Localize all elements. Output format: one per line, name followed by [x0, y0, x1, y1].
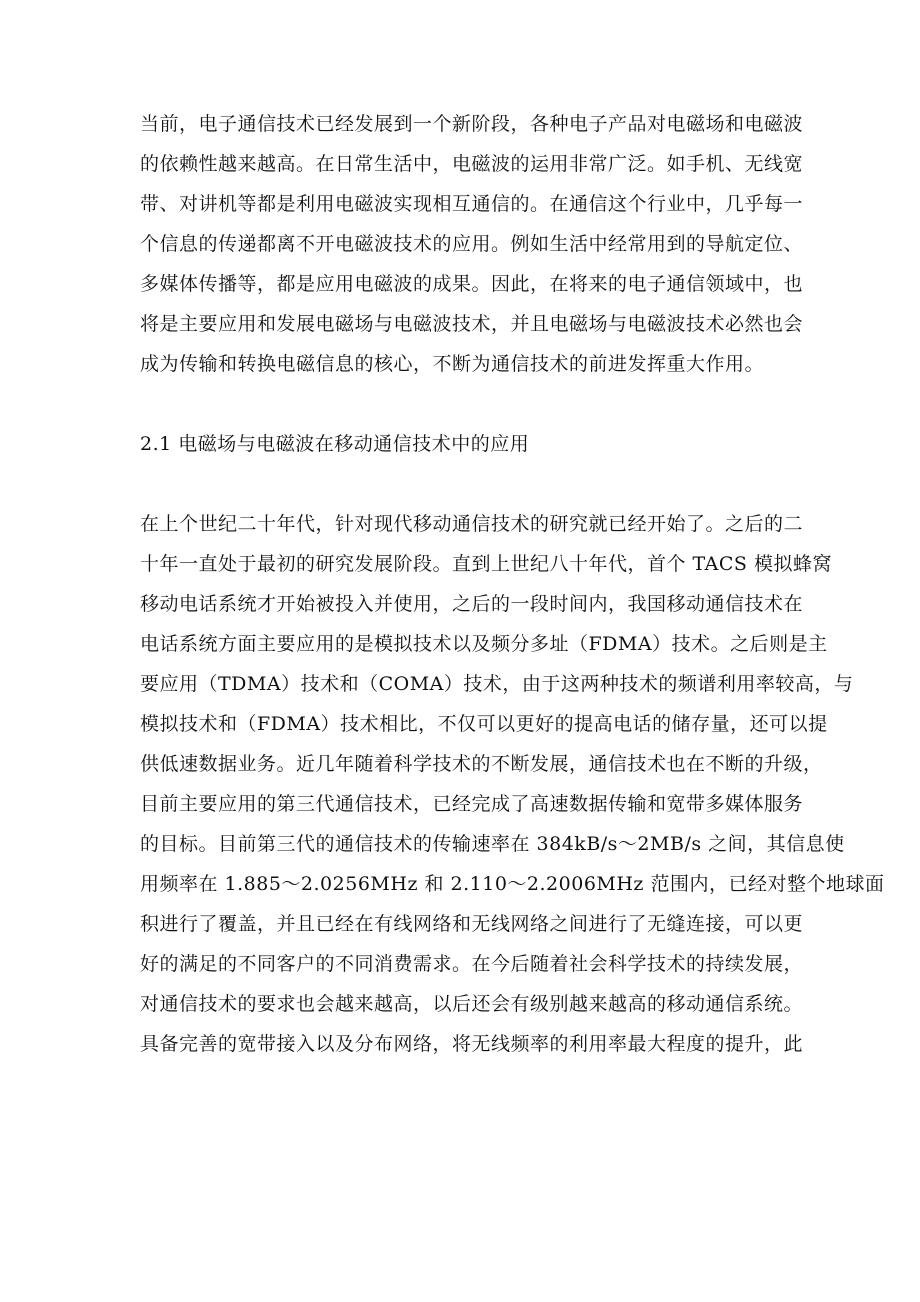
paragraph-spacing: [140, 464, 786, 504]
paragraph-mobile-communication: [140, 504, 885, 1064]
text-line: 好的满足的不同客户的不同消费需求。在今后随着社会科学技术的持续发展，: [140, 953, 804, 975]
text-line: 在上个世纪二十年代，针对现代移动通信技术的研究就已经开始了。之后的二: [140, 513, 804, 535]
text-line: 目前主要应用的第三代通信技术，已经完成了高速数据传输和宽带多媒体服务: [140, 793, 804, 815]
paragraph-intro: [140, 104, 804, 384]
text-line: 对通信技术的要求也会越来越高，以后还会有级别越来越高的移动通信系统。: [140, 993, 804, 1015]
text-line: 成为传输和转换电磁信息的核心，不断为通信技术的前进发挥重大作用。: [140, 353, 765, 375]
text-line: 当前，电子通信技术已经发展到一个新阶段，各种电子产品对电磁场和电磁波: [140, 113, 804, 135]
document-body: [140, 104, 885, 1064]
text-line: 模拟技术和（FDMA）技术相比，不仅可以更好的提高电话的储存量，还可以提: [140, 713, 828, 735]
text-line: 用频率在 1.885～2.0256MHz 和 2.110～2.2006MHz 范围内，已经对整个地球面: [140, 873, 885, 895]
text-line: 具备完善的宽带接入以及分布网络，将无线频率的利用率最大程度的提升，此: [140, 1033, 804, 1055]
text-line: 移动电话系统才开始被投入并使用，之后的一段时间内，我国移动通信技术在: [140, 593, 804, 615]
text-line: 电话系统方面主要应用的是模拟技术以及频分多址（FDMA）技术。之后则是主: [140, 633, 828, 655]
paragraph-spacing: [140, 384, 786, 424]
text-line: 供低速数据业务。近几年随着科学技术的不断发展，通信技术也在不断的升级，: [140, 753, 823, 775]
text-line: 多媒体传播等，都是应用电磁波的成果。因此，在将来的电子通信领域中，也: [140, 273, 804, 295]
text-line: 积进行了覆盖，并且已经在有线网络和无线网络之间进行了无缝连接，可以更: [140, 913, 804, 935]
text-line: 十年一直处于最初的研究发展阶段。直到上世纪八十年代，首个 TACS 模拟蜂窝: [140, 553, 832, 575]
text-line: 的目标。目前第三代的通信技术的传输速率在 384kB/s～2MB/s 之间，其信息使: [140, 833, 845, 855]
text-line: 要应用（TDMA）技术和（COMA）技术，由于这两种技术的频谱利用率较高，与: [140, 673, 854, 695]
text-line: 的依赖性越来越高。在日常生活中，电磁波的运用非常广泛。如手机、无线宽: [140, 153, 804, 175]
text-line: 将是主要应用和发展电磁场与电磁波技术，并且电磁场与电磁波技术必然也会: [140, 313, 804, 335]
text-line: 个信息的传递都离不开电磁波技术的应用。例如生活中经常用到的导航定位、: [140, 233, 804, 255]
section-heading: 2.1 电磁场与电磁波在移动通信技术中的应用: [140, 433, 530, 455]
text-line: 带、对讲机等都是利用电磁波实现相互通信的。在通信这个行业中，几乎每一: [140, 193, 804, 215]
